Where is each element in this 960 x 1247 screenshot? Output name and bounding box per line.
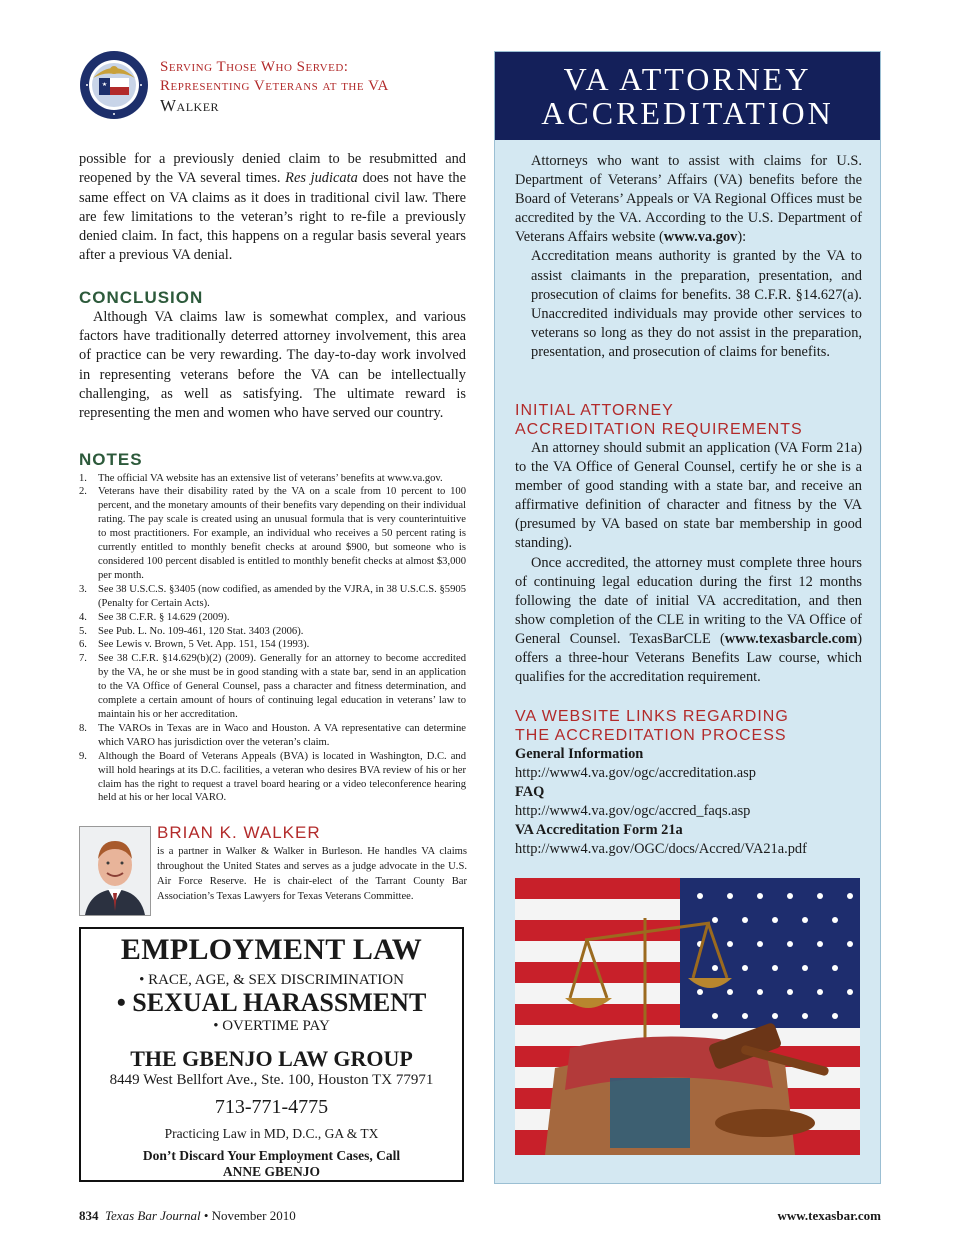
note-item: 3. See 38 U.S.C.S. §3405 (now codified, as amended by the VJRA, in 38 U.S.C.S. §5905 (Penalty for Certain Acts). — [79, 583, 466, 609]
texasbarcle-link[interactable]: www.texasbarcle.com — [724, 630, 858, 647]
sidebar-title-line-1: VA ATTORNEY — [563, 61, 812, 97]
note-item: 6. See Lewis v. Brown, 5 Vet. App. 151, 154 (1993). — [79, 639, 310, 651]
notes-heading: NOTES — [79, 449, 143, 469]
note-item: 4. See 38 C.F.R. § 14.629 (2009). — [79, 611, 230, 623]
issue-date: November 2010 — [211, 1208, 296, 1223]
author-name: BRIAN K. WALKER — [157, 823, 321, 842]
journal-name: Texas Bar Journal — [105, 1208, 201, 1223]
link-url-general[interactable]: http://www4.va.gov/ogc/accreditation.asp — [515, 765, 756, 781]
links-block — [515, 707, 862, 859]
intro-emphasis: Res judicata — [285, 170, 358, 187]
requirements-block — [515, 401, 862, 687]
page-number: 834 — [79, 1208, 99, 1223]
article-running-header — [160, 58, 490, 115]
links-heading-2: THE ACCREDITATION PROCESS — [515, 727, 787, 744]
note-item: 5. See Pub. L. No. 109-461, 120 Stat. 3403 (2006). — [79, 625, 304, 637]
ad-contact-name: ANNE GBENJO — [222, 1164, 321, 1179]
link-url-form[interactable]: http://www4.va.gov/OGC/docs/Accred/VA21a.pdf — [515, 841, 807, 857]
requirements-paragraph-1: An attorney should submit an application (VA Form 21a) to the VA Office of General Counsel, certify he or she is a member of good standing with a state bar, and receive an affirmative definition of character and fitness by the VA (presumed by VA based on state bar membership in good standing). — [515, 440, 862, 552]
ad-item-overtime: • OVERTIME PAY — [213, 1018, 330, 1034]
ad-item-harassment: • SEXUAL HARASSMENT — [116, 988, 427, 1017]
note-item: 8. The VAROs in Texas are in Waco and Houston. A VA representative can determine which VARO has jurisdiction over the veteran’s claim. — [79, 722, 466, 748]
header-line-1: Serving Those Who Served: — [160, 59, 349, 75]
conclusion-heading: CONCLUSION — [79, 287, 204, 307]
ad-call-to-action: Don’t Discard Your Employment Cases, Call — [142, 1148, 401, 1163]
intro-text-rest: does not have the same effect on VA claims as it does in traditional civil law. There are few limitations to the veteran’s right to re-file a previously denied claim. In fact, this happens on a regular basis several years after a previous VA denial. — [79, 170, 467, 264]
requirements-heading-1: INITIAL ATTORNEY — [515, 402, 674, 419]
footer-website[interactable]: www.texasbar.com — [777, 1208, 881, 1223]
link-url-faq[interactable]: http://www4.va.gov/ogc/accred_faqs.asp — [515, 803, 751, 819]
page-footer — [79, 1208, 296, 1224]
gbenjo-law-advertisement — [79, 927, 464, 1182]
links-heading-1: VA WEBSITE LINKS REGARDING — [515, 708, 789, 725]
va-gov-link[interactable]: www.va.gov — [663, 229, 738, 246]
sidebar-intro: Attorneys who want to assist with claims for U.S. Department of Veterans’ Affairs (VA) benefits before the Board of Veterans’ Appeals or VA Regional Offices must be accredited by the VA. According to the U.S. Department of Veterans Affairs website (www.va.gov): — [515, 153, 862, 246]
intro-text: possible for a previously denied claim to be resubmitted and reopened by the VA several times. — [79, 151, 466, 187]
texas-lawyers-logo — [79, 50, 149, 120]
conclusion-paragraph: Although VA claims law is somewhat complex, and various factors have traditionally deterred attorney involvement, this area of practice can be very rewarding. The day-to-day work involved in representing veterans before the VA can be intellectually challenging, as well as satisfying. The ultimate reward is representing the men and women who have served our country. — [79, 308, 466, 422]
ad-practice: Practicing Law in MD, D.C., GA & TX — [164, 1126, 379, 1141]
requirements-heading-2: ACCREDITATION REQUIREMENTS — [515, 421, 803, 438]
ad-address: 8449 West Bellfort Ave., Ste. 100, Houston TX 77971 — [109, 1072, 434, 1088]
ad-item-discrimination: • RACE, AGE, & SEX DISCRIMINATION — [139, 972, 404, 988]
link-label-form: VA Accreditation Form 21a — [515, 822, 683, 838]
footer-bullet: • — [203, 1208, 209, 1223]
author-photo — [79, 826, 151, 916]
link-label-general: General Information — [515, 746, 644, 762]
note-item: 1. The official VA website has an extensive list of veterans’ benefits at www.va.gov. — [79, 472, 443, 484]
intro-paragraph — [79, 150, 466, 266]
note-item: 9. Although the Board of Veterans Appeals (BVA) is located in Washington, D.C. and will hold hearings at its D.C. facilities, a veteran who desires BVA review of his or her claim has the right to request a travel board hearing or a video teleconference hearing held at his or her local VARO. — [79, 750, 466, 804]
sidebar-title — [495, 52, 880, 140]
note-item: 7. See 38 C.F.R. §14.629(b)(2) (2009). Generally for an attorney to become accredited by the VA, he or she must be in good standing with a state bar, send in an application to the VA Office of General Counsel, pass a character and fitness determination, and complete a certain amount of hours of continuing legal education in veterans’ law to maintain his or her accreditation. — [79, 653, 466, 720]
sidebar-title-line-2: ACCREDITATION — [541, 95, 834, 131]
ad-title: EMPLOYMENT LAW — [120, 933, 423, 966]
notes-list — [79, 472, 466, 806]
author-bio: is a partner in Walker & Walker in Burleson. He handles VA claims throughout the United States and serves as a judge advocate in the U.S. Air Force Reserve. He is chair-elect of the Tarrant County Bar Association’s Texas Lawyers for Texas Veterans Committee. — [157, 846, 467, 902]
left-column — [79, 150, 466, 805]
header-author: Walker — [160, 96, 220, 115]
ad-firm-name: THE GBENJO LAW GROUP — [130, 1046, 413, 1071]
ad-phone: 713-771-4775 — [214, 1096, 329, 1118]
header-line-2: Representing Veterans at the VA — [160, 78, 389, 94]
sidebar-intro-block — [515, 152, 862, 362]
link-label-faq: FAQ — [515, 784, 545, 800]
accreditation-quote: Accreditation means authority is granted by the VA to assist claimants in the preparation, presentation, and prosecution of claims for benefits. 38 C.F.R. §14.627(a). Unaccredited individuals may provide other services to veterans so long as they do not assist in the preparation, presentation, and prosecution of claims for benefits. — [531, 248, 862, 360]
flag-scales-gavel-photo — [515, 878, 860, 1155]
requirements-paragraph-2: Once accredited, the attorney must complete three hours of continuing legal education during the first 12 months following the date of initial VA accreditation, and then show completion of the CLE in writing to the VA Office of General Counsel. TexasBarCLE (www.texasbarcle.com) offers a three-hour Veterans Benefits Law course, which qualifies for the accreditation requirement. — [515, 554, 862, 686]
author-bio-block — [157, 822, 467, 904]
note-item: 2. Veterans have their disability rated by the VA on a scale from 10 percent to 100 percent, and the monetary amounts of their benefits vary depending on their individual rating. The pay scale is created using an unusual formula that is very counterintuitive to most practitioners. For example, an individual who receives a 50 percent rating is currently entitled to monthly benefit checks at around $900, but someone who is considered 100 percent disabled is entitled to monthly benefit checks at almost $3,000 per month. — [79, 486, 466, 581]
